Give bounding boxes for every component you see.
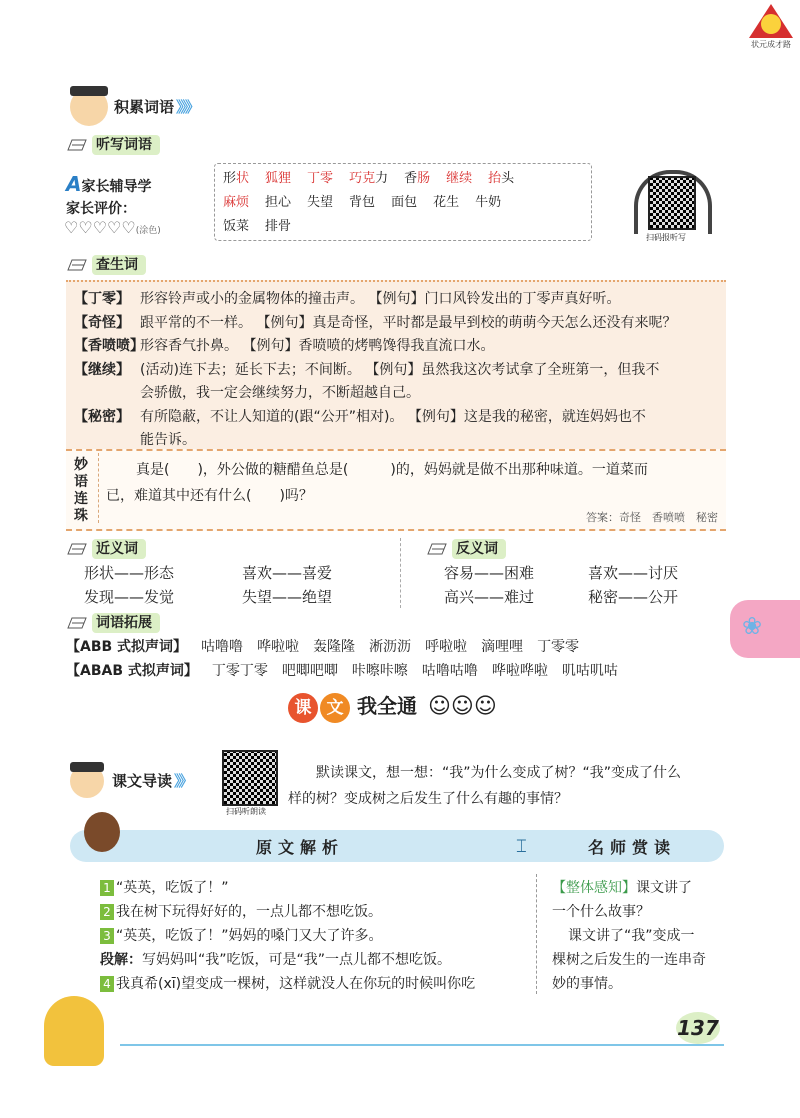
row-label: 【ABAB 式拟声词】 bbox=[66, 663, 198, 679]
riddle-box bbox=[66, 449, 726, 531]
jilei-title: 积累词语 bbox=[114, 98, 175, 116]
synonym-pair: 喜欢——喜爱 bbox=[242, 564, 333, 582]
footer-line bbox=[120, 1044, 724, 1046]
pencil-icon bbox=[66, 138, 88, 152]
definition-row: 【继续】 (活动)连下去；延长下去；不间断。 【例句】虽然我这次考试拿了全班第一，但我不 bbox=[74, 361, 660, 378]
onomatopoeia-word: 吧唧吧唧 bbox=[281, 663, 338, 679]
side-tab bbox=[730, 600, 800, 658]
text-divider bbox=[536, 874, 537, 994]
onomatopoeia-word: 哗啦哗啦 bbox=[491, 663, 548, 679]
parent-eval-label: 家长评价： bbox=[66, 201, 136, 217]
pencil-icon bbox=[66, 542, 88, 556]
riddle-answer: 答案：奇怪 香喷喷 秘密 bbox=[586, 511, 718, 524]
antonym-pair: 容易——困难 bbox=[444, 564, 535, 582]
divider-icon: ⌶ bbox=[516, 836, 527, 857]
qr-caption-dictation: 扫码报听写 bbox=[646, 233, 686, 242]
ketong-title: 课 文 我全通 bbox=[288, 690, 417, 723]
dictation-word: 饭菜 bbox=[223, 219, 250, 234]
shangdu-line-1: 【整体感知】课文讲了 bbox=[552, 880, 692, 896]
ai-logo-icon: A bbox=[66, 172, 82, 196]
shangdu-line-5: 妙的事情。 bbox=[552, 976, 622, 992]
riddle-line-2: 已，难道其中还有什么( )吗？ bbox=[106, 488, 313, 504]
onomatopoeia-word: 轰隆隆 bbox=[313, 639, 356, 655]
logo-triangle-icon bbox=[749, 4, 793, 38]
antonym-pair: 高兴——难过 bbox=[444, 588, 535, 606]
daodu-line-2: 样的树？变成树之后发生了什么有趣的事情？ bbox=[288, 791, 568, 807]
onomatopoeia-word: 哗啦啦 bbox=[257, 639, 300, 655]
onomatopoeia-word: 淅沥沥 bbox=[369, 639, 412, 655]
jilei-header bbox=[114, 96, 197, 117]
paragraph-number: 4 bbox=[100, 976, 114, 992]
mascot-character-icon bbox=[44, 996, 104, 1066]
onomatopoeia-word: 叽咕叽咕 bbox=[561, 663, 618, 679]
paragraph: 段解：写妈妈叫“我”吃饭，可是“我”一点儿都不想吃饭。 bbox=[100, 952, 452, 968]
definition-row: 会骄傲，我一定会继续努力，不断超越自己。 bbox=[140, 385, 420, 401]
dictation-word: 排骨 bbox=[265, 219, 292, 234]
pencil-icon bbox=[66, 616, 88, 630]
shangdu-line-3: 课文讲了“我”变成一 bbox=[568, 928, 695, 944]
onomatopoeia-word: 咕噜咕噜 bbox=[421, 663, 478, 679]
paragraph: 3 “英英，吃饭了！”妈妈的嗓门又大了许多。 bbox=[100, 924, 475, 948]
row-label: 【ABB 式拟声词】 bbox=[66, 639, 188, 655]
dictation-word: 香肠 bbox=[404, 171, 431, 186]
paragraph-number: 3 bbox=[100, 928, 114, 944]
tingxie-label: 听写词语 bbox=[92, 135, 160, 155]
dragon-icon: ❀ bbox=[742, 612, 763, 640]
shangdu-line-2: 一个什么故事？ bbox=[552, 904, 650, 920]
riddle-label-char: 妙 bbox=[74, 457, 88, 473]
ketong-text: 我全通 bbox=[356, 694, 417, 718]
riddle-label-char: 连 bbox=[74, 491, 88, 507]
dictation-word: 花生 bbox=[433, 195, 460, 210]
dictation-word: 担心 bbox=[265, 195, 292, 210]
dictation-word: 面包 bbox=[391, 195, 418, 210]
dictation-word: 形状 bbox=[223, 171, 250, 186]
abab-row bbox=[66, 660, 632, 680]
grad-cap-icon bbox=[70, 86, 108, 96]
riddle-label bbox=[74, 457, 90, 525]
band-right-title: 名师赏读 bbox=[588, 838, 677, 857]
students-icon: ☺☺☺ bbox=[428, 694, 497, 719]
riddle-divider bbox=[98, 453, 100, 523]
onomatopoeia-word: 咔嚓咔嚓 bbox=[351, 663, 408, 679]
shangdu-line-4: 棵树之后发生的一连串奇 bbox=[552, 952, 706, 968]
definition-row: 【丁零】 形容铃声或小的金属物体的撞击声。 【例句】门口风铃发出的丁零声真好听。 bbox=[74, 291, 621, 307]
dictation-word: 继续 bbox=[446, 171, 473, 186]
definition-row: 【奇怪】 跟平常的不一样。 【例句】真是奇怪，平时都是最早到校的萌萌今天怎么还没有来呢？ bbox=[74, 314, 677, 331]
original-text bbox=[100, 876, 475, 996]
dictation-word: 失望 bbox=[307, 195, 334, 210]
grad-cap-icon bbox=[70, 762, 104, 772]
tuozhan-header bbox=[66, 612, 160, 632]
jinyi-header bbox=[66, 538, 146, 558]
daodu-header: 课文导读 》》 bbox=[112, 772, 191, 790]
paragraph: 4 我真希(xī)望变成一棵树，这样就没人在你玩的时候叫你吃 bbox=[100, 972, 475, 996]
dictation-word: 巧克力 bbox=[349, 171, 389, 186]
dictation-word: 牛奶 bbox=[475, 195, 502, 210]
arrows-deco: 》》》 bbox=[176, 98, 198, 116]
pencil-icon bbox=[426, 542, 448, 556]
abb-row bbox=[66, 636, 593, 656]
onomatopoeia-word: 咕噜噜 bbox=[201, 639, 244, 655]
dictation-word: 狐狸 bbox=[265, 171, 292, 186]
qr-code-dictation[interactable] bbox=[648, 176, 696, 230]
column-divider bbox=[400, 538, 401, 608]
daodu-title: 课文导读 bbox=[112, 772, 173, 790]
fanyi-header bbox=[426, 538, 506, 558]
coloring-note: (涂色) bbox=[135, 226, 161, 236]
chashengci-label: 查生词 bbox=[92, 255, 146, 275]
dictation-word-box bbox=[214, 163, 592, 241]
riddle-label-char: 珠 bbox=[74, 508, 88, 524]
paragraph-number: 1 bbox=[100, 880, 114, 896]
dictation-word: 抬头 bbox=[488, 171, 515, 186]
dictation-word: 丁零 bbox=[307, 171, 334, 186]
paragraph: 1 “英英，吃饭了！” bbox=[100, 876, 475, 900]
definition-row: 【秘密】 有所隐蔽，不让人知道的(跟“公开”相对)。 【例句】这是我的秘密，就连妈妈也不 bbox=[74, 408, 646, 425]
paragraph-number: 2 bbox=[100, 904, 114, 920]
paragraph: 2 我在树下玩得好好的，一点儿都不想吃饭。 bbox=[100, 900, 475, 924]
fanyi-label: 反义词 bbox=[452, 539, 506, 559]
jinyi-label: 近义词 bbox=[92, 539, 146, 559]
synonym-pair: 失望——绝望 bbox=[242, 588, 333, 606]
pencil-icon bbox=[66, 258, 88, 272]
synonym-pair: 形状——形态 bbox=[84, 564, 175, 582]
heart-icons[interactable]: ♡♡♡♡♡ bbox=[64, 218, 136, 237]
riddle-line-1: 真是( )，外公做的糖醋鱼总是( )的，妈妈就是做不出那种味道。一道菜而 bbox=[136, 462, 648, 478]
tingxie-header bbox=[66, 134, 160, 154]
definition-row: 能告诉。 bbox=[140, 432, 196, 448]
dictation-word: 麻烦 bbox=[223, 195, 250, 210]
girl-megaphone-icon bbox=[84, 812, 120, 852]
rating-hearts[interactable] bbox=[64, 218, 161, 237]
daodu-line-1: 默读课文，想一想：“我”为什么变成了树？“我”变成了什么 bbox=[316, 765, 682, 781]
riddle-label-char: 语 bbox=[74, 474, 88, 490]
publisher-logo bbox=[748, 4, 794, 50]
chashengci-header bbox=[66, 254, 146, 274]
definition-row: 【香喷喷】形容香气扑鼻。 【例句】香喷喷的烤鸭馋得我直流口水。 bbox=[74, 338, 495, 354]
onomatopoeia-word: 滴哩哩 bbox=[481, 639, 524, 655]
band-left-title: 原文解析 bbox=[256, 838, 345, 857]
onomatopoeia-word: 呼啦啦 bbox=[425, 639, 468, 655]
definitions-box bbox=[66, 280, 726, 450]
onomatopoeia-word: 丁零丁零 bbox=[211, 663, 268, 679]
guide-title: A家长辅导学 bbox=[66, 172, 152, 196]
antonym-pair: 喜欢——讨厌 bbox=[588, 564, 679, 582]
qr-code-reading[interactable] bbox=[222, 750, 278, 806]
tuozhan-label: 词语拓展 bbox=[92, 613, 160, 633]
page-number: 137 bbox=[676, 1012, 720, 1044]
qr-caption-reading: 扫码听朗读 bbox=[226, 807, 266, 816]
synonym-pair: 发现——发觉 bbox=[84, 588, 175, 606]
onomatopoeia-word: 丁零零 bbox=[537, 639, 580, 655]
dictation-word: 背包 bbox=[349, 195, 376, 210]
logo-text: 状元成才路 bbox=[751, 40, 791, 49]
analysis-band bbox=[70, 830, 724, 862]
antonym-pair: 秘密——公开 bbox=[588, 588, 679, 606]
